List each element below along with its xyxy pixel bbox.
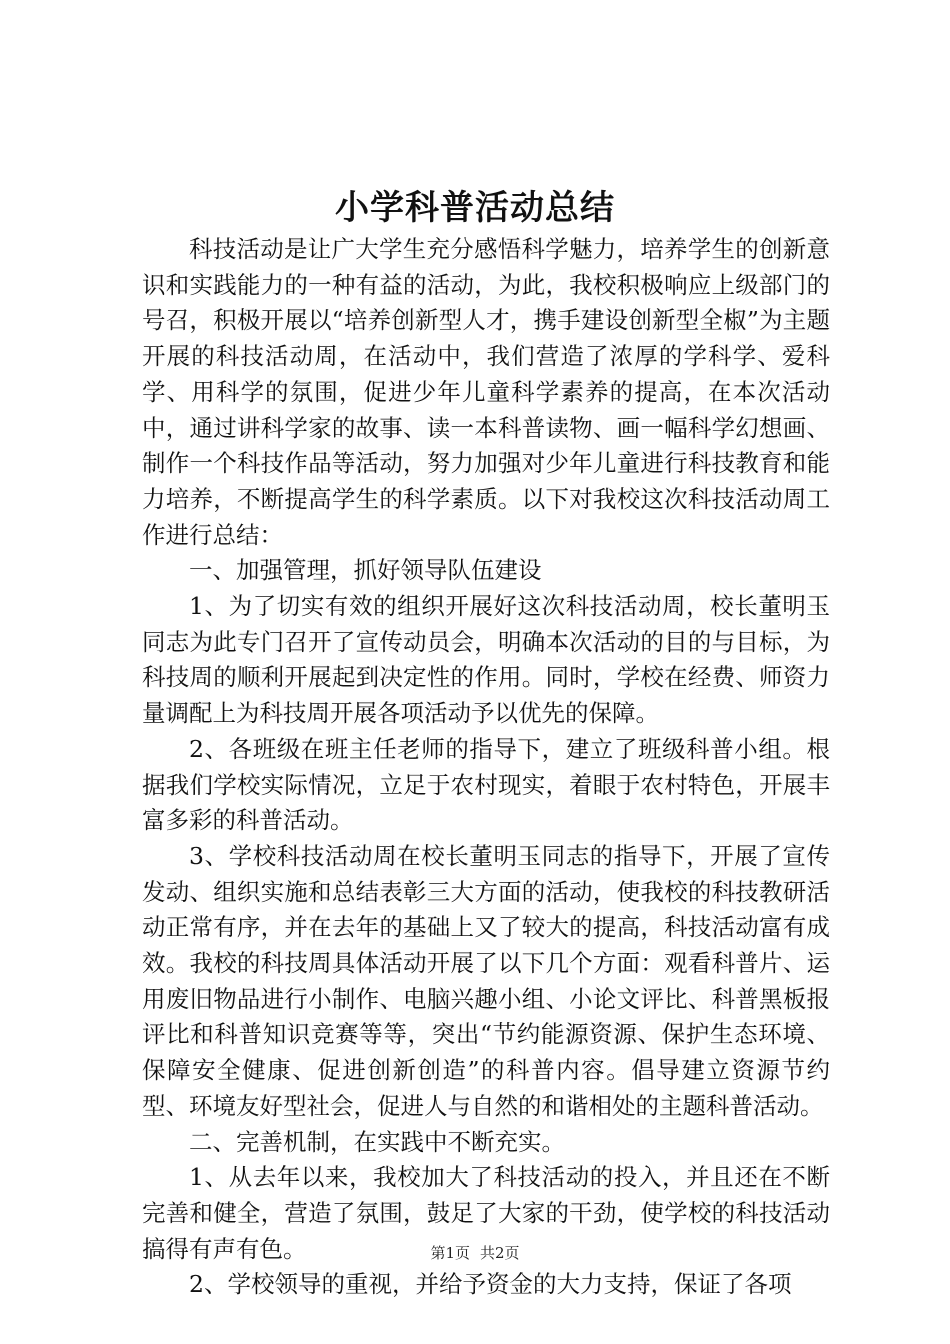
paragraph-1-2: 2、各班级在班主任老师的指导下，建立了班级科普小组。根据我们学校实际情况，立足于农村现实，着眼于农村特色，开展丰富多彩的科普活动。 xyxy=(142,734,830,835)
paragraph-1-1: 1、为了切实有效的组织开展好这次科技活动周，校长董明玉同志为此专门召开了宣传动员会，明确本次活动的目的与目标，为科技周的顺利开展起到决定性的作用。同时，学校在经费、师资力量调配上为科技周开展各项活动予以优先的保障。 xyxy=(142,592,830,728)
page-footer xyxy=(0,1243,950,1263)
paragraph-2-2: 2、学校领导的重视，并给予资金的大力支持，保证了各项 xyxy=(189,1270,792,1299)
document-body xyxy=(142,232,830,1303)
document-title: 小学科普活动总结 xyxy=(335,188,615,228)
page-number: 第1页 xyxy=(430,1244,470,1262)
paragraph-intro: 科技活动是让广大学生充分感悟科学魅力，培养学生的创新意识和实践能力的一种有益的活动，为此，我校积极响应上级部门的号召，积极开展以“培养创新型人才，携手建设创新型全椒”为主题开展的科技活动周，在活动中，我们营造了浓厚的学科学、爱科学、用科学的氛围，促进少年儿童科学素养的提高，在本次活动中，通过讲科学家的故事、读一本科普读物、画一幅科学幻想画、制作一个科技作品等活动，努力加强对少年儿童进行科技教育和能力培养，不断提高学生的科学素质。以下对我校这次科技活动周工作进行总结： xyxy=(142,235,830,549)
page-total: 共2页 xyxy=(480,1244,520,1262)
paragraph-1-3: 3、学校科技活动周在校长董明玉同志的指导下，开展了宣传发动、组织实施和总结表彰三大方面的活动，使我校的科技教研活动正常有序，并在去年的基础上又了较大的提高，科技活动富有成效。我校的科技周具体活动开展了以下几个方面：观看科普片、运用废旧物品进行小制作、电脑兴趣小组、小论文评比、科普黑板报评比和科普知识竞赛等等，突出“节约能源资源、保护生态环境、保障安全健康、促进创新创造”的科普内容。倡导建立资源节约型、环境友好型社会，促进人与自然的和谐相处的主题科普活动。 xyxy=(142,841,830,1120)
section-heading-1: 一、加强管理，抓好领导队伍建设 xyxy=(189,556,542,585)
paragraph-2-1: 1、从去年以来，我校加大了科技活动的投入，并且还在不断完善和健全，营造了氛围，鼓足了大家的干劲，使学校的科技活动搞得有声有色。 xyxy=(142,1163,830,1263)
section-heading-2: 二、完善机制，在实践中不断充实。 xyxy=(189,1127,565,1156)
